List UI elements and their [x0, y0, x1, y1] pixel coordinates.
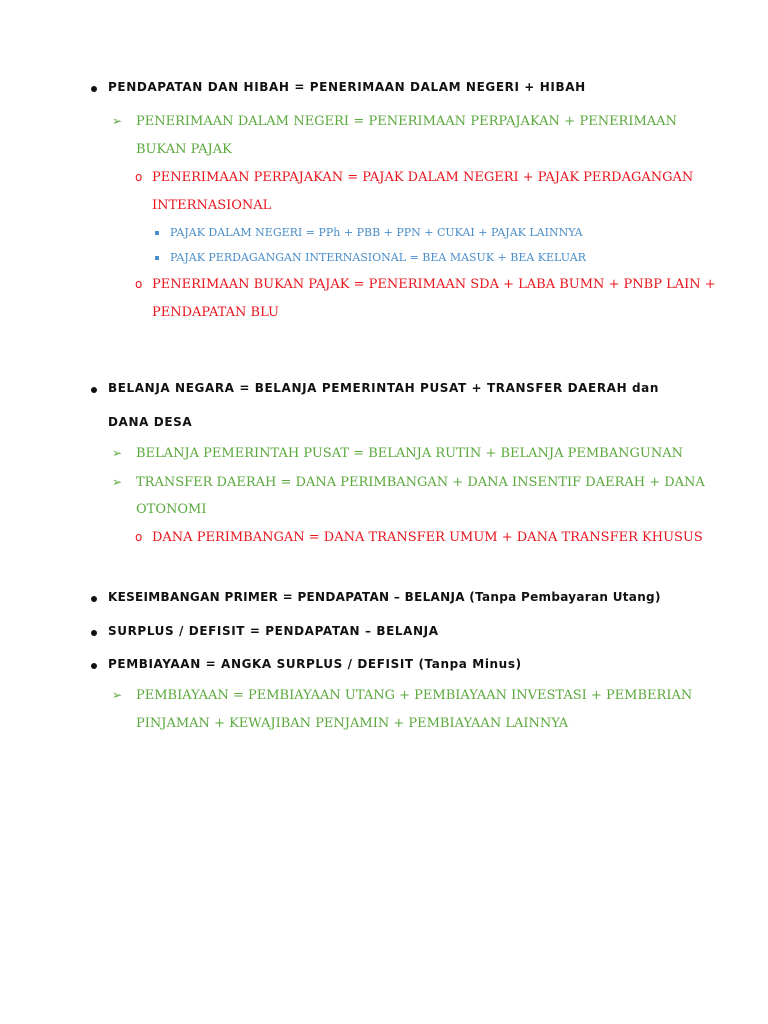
heading-keseimbangan-primer: KESEIMBANGAN PRIMER = PENDAPATAN – BELANJA (Tanpa Pembayaran Utang) [108, 590, 661, 604]
bullet-dot [91, 387, 97, 393]
word: DALAM [237, 114, 289, 129]
transfer-daerah-line1: TRANSFER DAERAH = DANA PERIMBANGAN + DANA INSENTIF DAERAH + DANA [136, 475, 705, 490]
penerimaan-perpajakan-line2: INTERNASIONAL [152, 198, 272, 213]
circle-bullet-icon: o [135, 277, 143, 291]
transfer-daerah-line2: OTONOMI [136, 502, 207, 517]
penerimaan-bukan-pajak-line1: PENERIMAAN BUKAN PAJAK = PENERIMAAN SDA + LABA BUMN + PNBP LAIN + [152, 277, 716, 292]
arrow-bullet-icon: ➢ [112, 475, 123, 489]
bullet-dot [91, 663, 97, 669]
word: = [353, 114, 365, 129]
heading-surplus-defisit: SURPLUS / DEFISIT = PENDAPATAN – BELANJA [108, 624, 439, 638]
arrow-bullet-icon: ➢ [112, 114, 123, 128]
arrow-bullet-icon: ➢ [112, 688, 123, 702]
bullet-dot [91, 630, 97, 636]
pajak-dalam-negeri: PAJAK DALAM NEGERI = PPh + PBB + PPN + CUKAI + PAJAK LAINNYA [170, 226, 583, 239]
pajak-perdagangan-internasional: PAJAK PERDAGANGAN INTERNASIONAL = BEA MASUK + BEA KELUAR [170, 251, 586, 264]
bullet-dot [91, 596, 97, 602]
penerimaan-perpajakan-line1: PENERIMAAN PERPAJAKAN = PAJAK DALAM NEGERI + PAJAK PERDAGANGAN [152, 170, 694, 185]
word: PERPAJAKAN [470, 114, 560, 129]
heading-pembiayaan: PEMBIAYAAN = ANGKA SURPLUS / DEFISIT (Tanpa Minus) [108, 657, 522, 671]
square-bullet-icon [155, 256, 159, 260]
arrow-bullet-icon: ➢ [112, 446, 123, 460]
belanja-pemerintah-pusat: BELANJA PEMERINTAH PUSAT = BELANJA RUTIN + BELANJA PEMBANGUNAN [136, 446, 683, 461]
circle-bullet-icon: o [135, 530, 143, 544]
bullet-dot [91, 86, 97, 92]
pembiayaan-line2: PINJAMAN + KEWAJIBAN PENJAMIN + PEMBIAYAAN LAINNYA [136, 716, 569, 731]
sub-penerimaan-dalam-negeri-line2: BUKAN PAJAK [136, 142, 232, 157]
square-bullet-icon [155, 231, 159, 235]
word: PENERIMAAN [368, 114, 467, 129]
sub-penerimaan-dalam-negeri [136, 114, 677, 129]
heading-belanja-negara-line2: DANA DESA [108, 415, 193, 429]
heading-belanja-negara-line1: BELANJA NEGARA = BELANJA PEMERINTAH PUSAT + TRANSFER DAERAH dan [108, 381, 660, 395]
word: PENERIMAAN [579, 114, 677, 129]
heading-pendapatan: PENDAPATAN DAN HIBAH = PENERIMAAN DALAM NEGERI + HIBAH [108, 80, 586, 94]
word: + [564, 114, 576, 129]
word: NEGERI [293, 114, 349, 129]
word: PENERIMAAN [136, 114, 234, 129]
dana-perimbangan: DANA PERIMBANGAN = DANA TRANSFER UMUM + DANA TRANSFER KHUSUS [152, 530, 703, 545]
penerimaan-bukan-pajak-line2: PENDAPATAN BLU [152, 305, 279, 320]
pembiayaan-line1: PEMBIAYAAN = PEMBIAYAAN UTANG + PEMBIAYAAN INVESTASI + PEMBERIAN [136, 688, 693, 703]
circle-bullet-icon: o [135, 170, 143, 184]
